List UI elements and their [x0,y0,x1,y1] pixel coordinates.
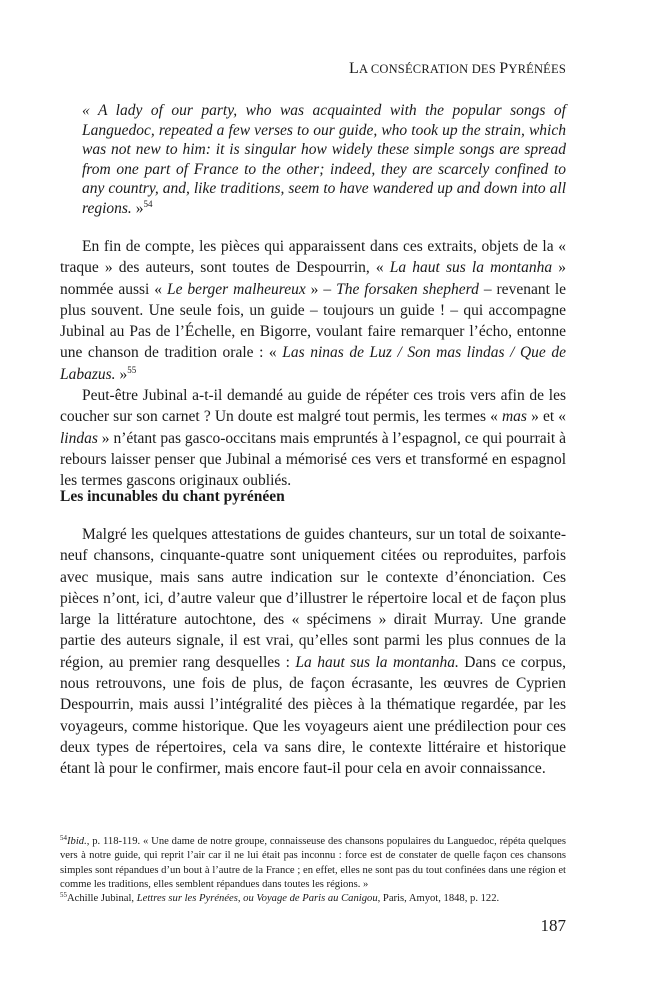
para2-text-3: » n’étant pas gasco-occitans mais empruntés à l’espagnol, ce qui pourrait à rebours laisser penser que Jubinal a mémorisé ces vers et transformé en espagnol les termes gascons originaux oubliés. [60,429,566,490]
footnotes [60,835,566,906]
quote-text: « A lady of our party, who was acquainted with the popular songs of Languedoc, repeated a few verses to our guide, who took up the strain, which was not new to him: it is singular how widely these simple songs are spread from one part of France to the other; indeed, they are scarcely confined to any country, and, like traditions, seem to have wandered up and down into all regions. [82,102,566,217]
body-upper [60,236,566,492]
footnote-55-author: Achille Jubinal, [67,893,137,905]
footnote-54-number: 54 [60,834,67,842]
footnote-55-number: 55 [60,891,67,900]
para3-title-montanha: La haut sus la montanha. [295,653,459,671]
para2-term-mas: mas [501,408,527,426]
para1-title-shepherd: The forsaken shepherd [336,280,479,298]
paragraph-1 [60,236,566,385]
block-quote [82,101,566,219]
para1-title-montanha: La haut sus la montanha [389,259,553,277]
para1-title-ninas: Las ninas de Luz / Son mas lindas / Que de Labazus. [60,344,566,383]
para1-text-5: » [115,365,128,383]
para2-term-lindas: lindas [60,429,98,447]
header-letter-l: L [348,60,359,77]
body-lower [60,524,566,780]
para3-text-1: Malgré les quelques attestations de guides chanteurs, sur un total de soixante-neuf chansons, cinquante-quatre sont uniquement citées ou reproduites, parfois avec musique, mais sans autre indication sur le contexte d’énonciation. Ces pièces n’ont, ici, d’autre valeur que d’illustrer le répertoire local et de façon plus large la littérature autochtone, des « spécimens » dirait Murray. Une grande partie des auteurs signale, il est vrai, qu’elles sont parmi les plus connues de la région, au premier rang desquelles : [60,526,566,671]
para1-text-1: En fin de compte, les pièces qui apparaissent dans ces extraits, objets de la « traque » des auteurs, sont toutes de Despourrin, « [60,238,566,277]
para3-text-2: Dans ce corpus, nous retrouvons, une fois de plus, de façon écrasante, les œuvres de Cyprien Despourrin, mais aussi l’intégralité des pièces à la thématique regardée, par les voyageurs, comme historique. Que les voyageurs aient une prédilection pour ces deux types de répertoires, cela va sans dire, le contexte littéraire et historique étant là pour le confirmer, mais encore faut-il pour cela en avoir connaissance. [60,653,566,778]
footnote-54 [60,835,566,892]
paragraph-3 [60,524,566,780]
header-smallcaps-b: YRÉNÉES [508,62,566,76]
paragraph-2 [60,385,566,491]
para2-text-2: » et « [526,408,567,426]
para1-text-2: » nommée aussi « [60,259,566,298]
running-header [349,60,566,78]
footnote-ref-55: 55 [127,364,137,375]
para1-text-4: – revenant le plus souvent. Une seule fois, un guide – toujours un guide ! – qui accompagne Jubinal au Pas de l’Échelle, en Bigorre, voulant faire remarquer l’écho, entonne une chanson de tradition orale : « [60,280,567,362]
footnote-ref-54: 54 [143,198,153,209]
footnote-55-title: Lettres sur les Pyrénées, ou Voyage de Paris au Canigou [136,893,378,905]
header-smallcaps-a: A CONSÉCRATION DES [358,62,500,76]
footnote-55-text: , Paris, Amyot, 1848, p. 122. [377,893,500,905]
para2-text-1: Peut-être Jubinal a-t-il demandé au guide de répéter ces trois vers afin de les coucher sur son carnet ? Un doute est malgré tout permis, les termes « [60,387,566,426]
page-number: 187 [540,916,566,935]
footnote-55 [60,892,566,906]
para1-text-3: » – [305,280,337,298]
quote-close: » [131,199,144,217]
para1-title-berger: Le berger malheureux [166,280,306,298]
header-letter-p: P [499,60,509,77]
section-heading: Les incunables du chant pyrénéen [60,488,285,505]
footnote-54-ibid: Ibid. [67,836,87,847]
footnote-54-text: , p. 118-119. « Une dame de notre groupe, connaisseuse des chansons populaires du Languedoc, répéta quelques vers à notre guide, qui reprit l’air car il ne lui était pas inconnu : force est de constater de quelle façon ces chansons simples sont répandues d’un bout à l’autre de la France ; en effet, elles ne sont pas du tout confinées dans une région et comme les traditions, elles semblent répandues dans toutes les régions. » [60,836,566,890]
